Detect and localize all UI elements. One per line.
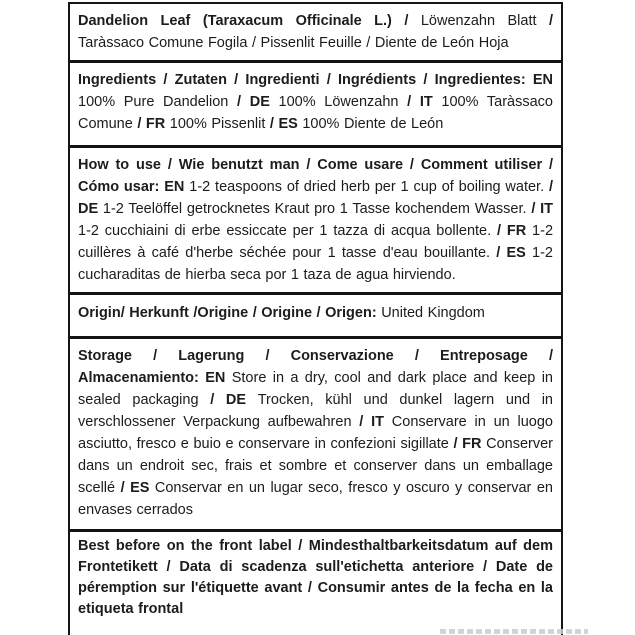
text-run: / FR <box>453 436 487 452</box>
text-run: / IT <box>407 94 442 110</box>
text-run: Storage / Lagerung / Conservazione / Entreposage / Almacenamiento: EN <box>78 348 553 386</box>
product-title-text <box>78 10 553 54</box>
text-run: Best before on the front label / Mindesthaltbarkeitsdatum auf dem Frontetikett / Data di scadenza sull'etichetta anteriore / Date de péremption sur l'étiquette avant / Consumir antes de la fecha en la etiqueta frontal <box>78 538 553 617</box>
text-run: / DE <box>210 392 258 408</box>
text-run: 1-2 Teelöffel getrocknetes Kraut pro 1 Tasse kochendem Wasser. <box>102 201 532 217</box>
text-run: 1-2 cuillères à café d'herbe séchée pour 1 tasse d'eau bouillante. <box>78 223 554 261</box>
section-best-before <box>70 532 561 626</box>
text-run: Store in a dry, cool and dark place and keep in sealed packaging <box>78 370 553 408</box>
text-run: 100% Diente de León <box>302 116 444 132</box>
text-run: Conserver dans un endroit sec, frais et sombre et conserver dans un emballage scellé <box>78 436 553 496</box>
watermark <box>440 629 588 634</box>
text-run: / FR <box>496 223 533 239</box>
text-run: / ES <box>269 116 303 132</box>
best-before-text <box>78 536 553 620</box>
text-run: How to use / Wie benutzt man / Come usare / Comment utiliser / Cómo usar: EN <box>78 157 553 195</box>
how-to-use-text <box>78 154 553 286</box>
text-run: 1-2 cucchiaini di erbe essiccate per 1 tazza di acqua bollente. <box>78 223 497 239</box>
text-run: 100% Löwenzahn <box>278 94 408 110</box>
text-run: / DE <box>237 94 279 110</box>
text-run: / FR <box>137 116 170 132</box>
section-origin <box>70 295 561 336</box>
text-run: Dandelion Leaf (Taraxacum Officinale L.) / <box>78 13 421 29</box>
text-run: Löwenzahn Blatt <box>420 13 549 29</box>
text-run: Origin/ Herkunft /Origine / Origine / Origen: <box>78 305 382 321</box>
section-product-title <box>70 4 561 60</box>
text-run: / ES <box>120 480 155 496</box>
storage-text <box>78 345 553 521</box>
ingredients-text <box>78 69 553 135</box>
text-run: 100% Taràssaco Comune <box>78 94 553 132</box>
text-run: / ES <box>496 245 533 261</box>
text-run: Taràssaco Comune Fogila / Pissenlit Feuille / Diente de León Hoja <box>78 35 509 51</box>
product-label <box>68 2 563 635</box>
text-run: Conservar en un lugar seco, fresco y oscuro y conservar en envases cerrados <box>78 480 553 518</box>
text-run: 100% Pissenlit <box>169 116 270 132</box>
text-run: Trocken, kühl und dunkel lagern und in verschlossener Verpackung aufbewahren <box>78 392 553 430</box>
text-run: Conservare in un luogo asciutto, fresco e buio e conservare in confezioni sigillate <box>78 414 553 452</box>
origin-text <box>78 302 553 324</box>
text-run: / IT <box>531 201 554 217</box>
text-run: 1-2 teaspoons of dried herb per 1 cup of boiling water. <box>189 179 549 195</box>
section-ingredients <box>70 63 561 145</box>
text-run: 1-2 cucharaditas de hierba seca por 1 taza de agua hirviendo. <box>78 245 553 283</box>
text-run: United Kingdom <box>381 305 485 321</box>
text-run: / IT <box>359 414 392 430</box>
text-run: 100% Pure Dandelion <box>78 94 238 110</box>
section-how-to-use <box>70 148 561 292</box>
section-storage <box>70 339 561 529</box>
text-run: / <box>548 13 553 29</box>
text-run: Ingredients / Zutaten / Ingredienti / Ingrédients / Ingredientes: EN <box>78 72 553 88</box>
text-run: / DE <box>78 179 553 217</box>
